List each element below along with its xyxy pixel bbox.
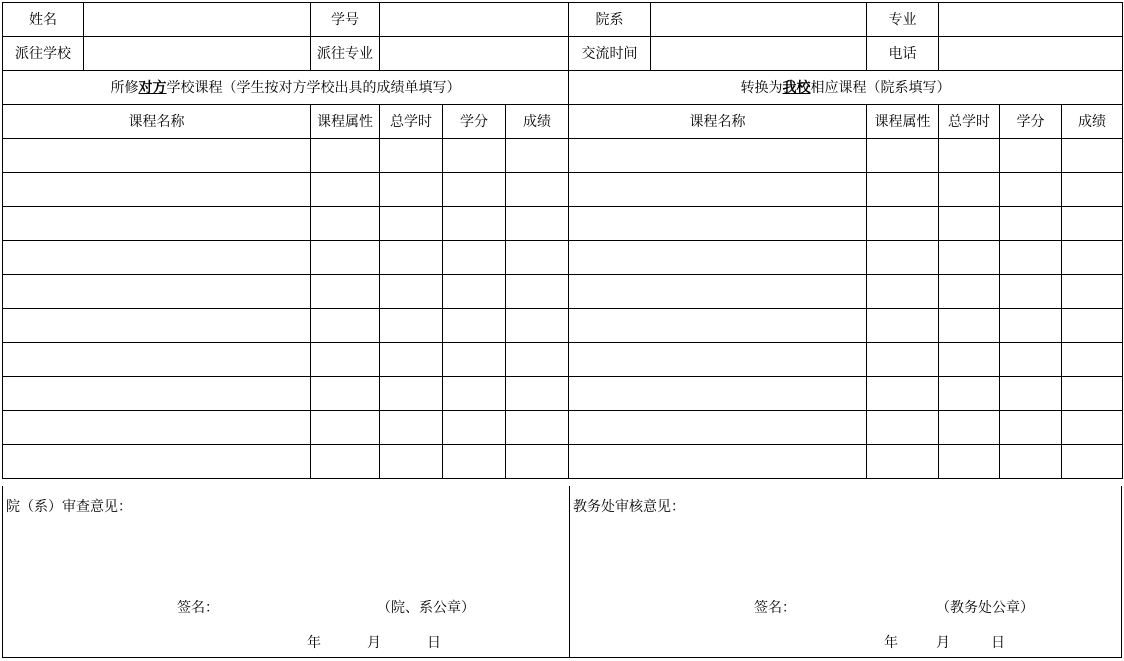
opinions-section (2, 486, 1122, 658)
right-hours-cell[interactable] (939, 139, 1000, 173)
right-grade-cell[interactable] (1062, 377, 1123, 411)
left-attribute-cell[interactable] (311, 173, 380, 207)
right-course-name-cell[interactable] (569, 139, 867, 173)
left-attribute-cell[interactable] (311, 207, 380, 241)
left-attribute-cell[interactable] (311, 445, 380, 479)
left-grade-cell[interactable] (506, 377, 569, 411)
right-grade-cell[interactable] (1062, 173, 1123, 207)
right-grade-cell[interactable] (1062, 139, 1123, 173)
right-course-name-cell[interactable] (569, 207, 867, 241)
left-course-name-cell[interactable] (3, 207, 311, 241)
home-header-prefix: 转换为 (740, 79, 783, 96)
host-courses-header (3, 71, 569, 105)
right-attribute-cell[interactable] (867, 275, 939, 309)
left-course-name-cell[interactable] (3, 241, 311, 275)
left-attribute-cell[interactable] (311, 309, 380, 343)
home-header-suffix: 相应课程（院系填写） (810, 79, 951, 96)
host-header-prefix: 所修 (110, 79, 139, 96)
home-courses-header (569, 71, 1123, 105)
right-credits-cell[interactable] (1000, 207, 1062, 241)
left-course-name-cell[interactable] (3, 139, 311, 173)
right-course-name-cell[interactable] (569, 343, 867, 377)
department-day-label: 日 (427, 635, 441, 651)
course-rows (3, 139, 1123, 479)
right-attribute-cell[interactable] (867, 207, 939, 241)
right-credits-cell[interactable] (1000, 411, 1062, 445)
left-hours-cell[interactable] (380, 377, 443, 411)
right-grade-cell[interactable] (1062, 343, 1123, 377)
left-attribute-cell[interactable] (311, 241, 380, 275)
left-credits-cell[interactable] (443, 445, 506, 479)
right-attribute-cell[interactable] (867, 173, 939, 207)
department-label: 院系 (569, 3, 651, 37)
right-course-name-cell[interactable] (569, 275, 867, 309)
academic-office-seal-label: （教务处公章） (936, 600, 1034, 616)
right-grade-cell[interactable] (1062, 445, 1123, 479)
right-hours-cell[interactable] (939, 377, 1000, 411)
course-row (3, 139, 1123, 173)
left-grade-cell[interactable] (506, 343, 569, 377)
left-grade-cell[interactable] (506, 139, 569, 173)
course-row (3, 445, 1123, 479)
right-col-attribute: 课程属性 (867, 105, 939, 139)
department-sign-label: 签名： (177, 600, 219, 616)
right-course-name-cell[interactable] (569, 445, 867, 479)
right-hours-cell[interactable] (939, 275, 1000, 309)
left-credits-cell[interactable] (443, 139, 506, 173)
department-month-label: 月 (367, 635, 381, 651)
left-attribute-cell[interactable] (311, 377, 380, 411)
student-id-field[interactable] (380, 3, 569, 37)
host-school-label: 派往学校 (3, 37, 84, 71)
left-course-name-cell[interactable] (3, 445, 311, 479)
right-credits-cell[interactable] (1000, 139, 1062, 173)
course-row (3, 173, 1123, 207)
left-hours-cell[interactable] (380, 207, 443, 241)
right-course-name-cell[interactable] (569, 377, 867, 411)
course-row (3, 343, 1123, 377)
left-col-grade: 成绩 (506, 105, 569, 139)
left-credits-cell[interactable] (443, 377, 506, 411)
exchange-time-label: 交流时间 (569, 37, 651, 71)
info-row-2 (3, 37, 1123, 71)
right-col-grade: 成绩 (1062, 105, 1123, 139)
left-attribute-cell[interactable] (311, 343, 380, 377)
department-date (307, 632, 441, 652)
host-major-field[interactable] (380, 37, 569, 71)
course-row (3, 309, 1123, 343)
host-major-label: 派往专业 (311, 37, 380, 71)
department-seal-label: （院、系公章） (377, 600, 475, 616)
right-course-name-cell[interactable] (569, 309, 867, 343)
left-course-name-cell[interactable] (3, 377, 311, 411)
course-row (3, 377, 1123, 411)
right-grade-cell[interactable] (1062, 411, 1123, 445)
left-course-name-cell[interactable] (3, 309, 311, 343)
academic-office-date (884, 632, 1005, 652)
left-credits-cell[interactable] (443, 411, 506, 445)
department-field[interactable] (651, 3, 867, 37)
right-credits-cell[interactable] (1000, 377, 1062, 411)
left-credits-cell[interactable] (443, 343, 506, 377)
left-course-name-cell[interactable] (3, 343, 311, 377)
left-hours-cell[interactable] (380, 139, 443, 173)
department-opinion-title: 院（系）审查意见： (6, 499, 132, 515)
department-opinion-box[interactable] (2, 486, 570, 658)
major-field[interactable] (939, 3, 1123, 37)
right-credits-cell[interactable] (1000, 275, 1062, 309)
right-hours-cell[interactable] (939, 241, 1000, 275)
left-hours-cell[interactable] (380, 343, 443, 377)
right-attribute-cell[interactable] (867, 445, 939, 479)
left-credits-cell[interactable] (443, 309, 506, 343)
left-hours-cell[interactable] (380, 275, 443, 309)
course-row (3, 241, 1123, 275)
left-attribute-cell[interactable] (311, 411, 380, 445)
major-label: 专业 (867, 3, 939, 37)
left-credits-cell[interactable] (443, 275, 506, 309)
home-header-emphasis: 我校 (782, 79, 811, 96)
right-hours-cell[interactable] (939, 309, 1000, 343)
right-credits-cell[interactable] (1000, 309, 1062, 343)
left-col-hours: 总学时 (380, 105, 443, 139)
left-hours-cell[interactable] (380, 411, 443, 445)
right-grade-cell[interactable] (1062, 241, 1123, 275)
right-hours-cell[interactable] (939, 343, 1000, 377)
left-grade-cell[interactable] (506, 207, 569, 241)
name-label: 姓名 (3, 3, 84, 37)
academic-office-day-label: 日 (991, 635, 1005, 651)
right-credits-cell[interactable] (1000, 445, 1062, 479)
right-grade-cell[interactable] (1062, 207, 1123, 241)
right-hours-cell[interactable] (939, 411, 1000, 445)
academic-office-month-label: 月 (936, 635, 950, 651)
right-col-course-name: 课程名称 (569, 105, 867, 139)
right-hours-cell[interactable] (939, 207, 1000, 241)
exchange-time-field[interactable] (651, 37, 867, 71)
column-header-row (3, 105, 1123, 139)
course-row (3, 207, 1123, 241)
left-course-name-cell[interactable] (3, 411, 311, 445)
right-course-name-cell[interactable] (569, 411, 867, 445)
left-grade-cell[interactable] (506, 411, 569, 445)
right-attribute-cell[interactable] (867, 241, 939, 275)
left-col-attribute: 课程属性 (311, 105, 380, 139)
right-col-credits: 学分 (1000, 105, 1062, 139)
left-col-credits: 学分 (443, 105, 506, 139)
left-grade-cell[interactable] (506, 445, 569, 479)
phone-field[interactable] (939, 37, 1123, 71)
left-hours-cell[interactable] (380, 241, 443, 275)
right-credits-cell[interactable] (1000, 343, 1062, 377)
right-credits-cell[interactable] (1000, 241, 1062, 275)
student-id-label: 学号 (311, 3, 380, 37)
host-school-field[interactable] (84, 37, 311, 71)
right-attribute-cell[interactable] (867, 309, 939, 343)
left-credits-cell[interactable] (443, 173, 506, 207)
left-course-name-cell[interactable] (3, 275, 311, 309)
left-attribute-cell[interactable] (311, 139, 380, 173)
right-hours-cell[interactable] (939, 173, 1000, 207)
section-header-row (3, 71, 1123, 105)
academic-office-sign-label: 签名： (754, 600, 796, 616)
academic-office-year-label: 年 (884, 635, 898, 651)
host-header-emphasis: 对方 (138, 79, 167, 96)
left-grade-cell[interactable] (506, 173, 569, 207)
host-header-suffix: 学校课程（学生按对方学校出具的成绩单填写） (166, 79, 461, 96)
left-grade-cell[interactable] (506, 309, 569, 343)
left-hours-cell[interactable] (380, 309, 443, 343)
left-grade-cell[interactable] (506, 275, 569, 309)
right-course-name-cell[interactable] (569, 173, 867, 207)
right-attribute-cell[interactable] (867, 343, 939, 377)
course-table (2, 2, 1123, 479)
left-credits-cell[interactable] (443, 207, 506, 241)
department-year-label: 年 (307, 635, 321, 651)
right-attribute-cell[interactable] (867, 411, 939, 445)
left-col-course-name: 课程名称 (3, 105, 311, 139)
info-row-1 (3, 3, 1123, 37)
phone-label: 电话 (867, 37, 939, 71)
academic-office-opinion-box[interactable] (570, 486, 1122, 658)
academic-office-opinion-title: 教务处审核意见： (573, 499, 685, 515)
right-attribute-cell[interactable] (867, 377, 939, 411)
left-hours-cell[interactable] (380, 173, 443, 207)
right-course-name-cell[interactable] (569, 241, 867, 275)
left-credits-cell[interactable] (443, 241, 506, 275)
right-attribute-cell[interactable] (867, 139, 939, 173)
name-field[interactable] (84, 3, 311, 37)
right-col-hours: 总学时 (939, 105, 1000, 139)
right-hours-cell[interactable] (939, 445, 1000, 479)
course-row (3, 411, 1123, 445)
right-credits-cell[interactable] (1000, 173, 1062, 207)
course-row (3, 275, 1123, 309)
left-attribute-cell[interactable] (311, 275, 380, 309)
left-grade-cell[interactable] (506, 241, 569, 275)
right-grade-cell[interactable] (1062, 309, 1123, 343)
left-hours-cell[interactable] (380, 445, 443, 479)
left-course-name-cell[interactable] (3, 173, 311, 207)
right-grade-cell[interactable] (1062, 275, 1123, 309)
